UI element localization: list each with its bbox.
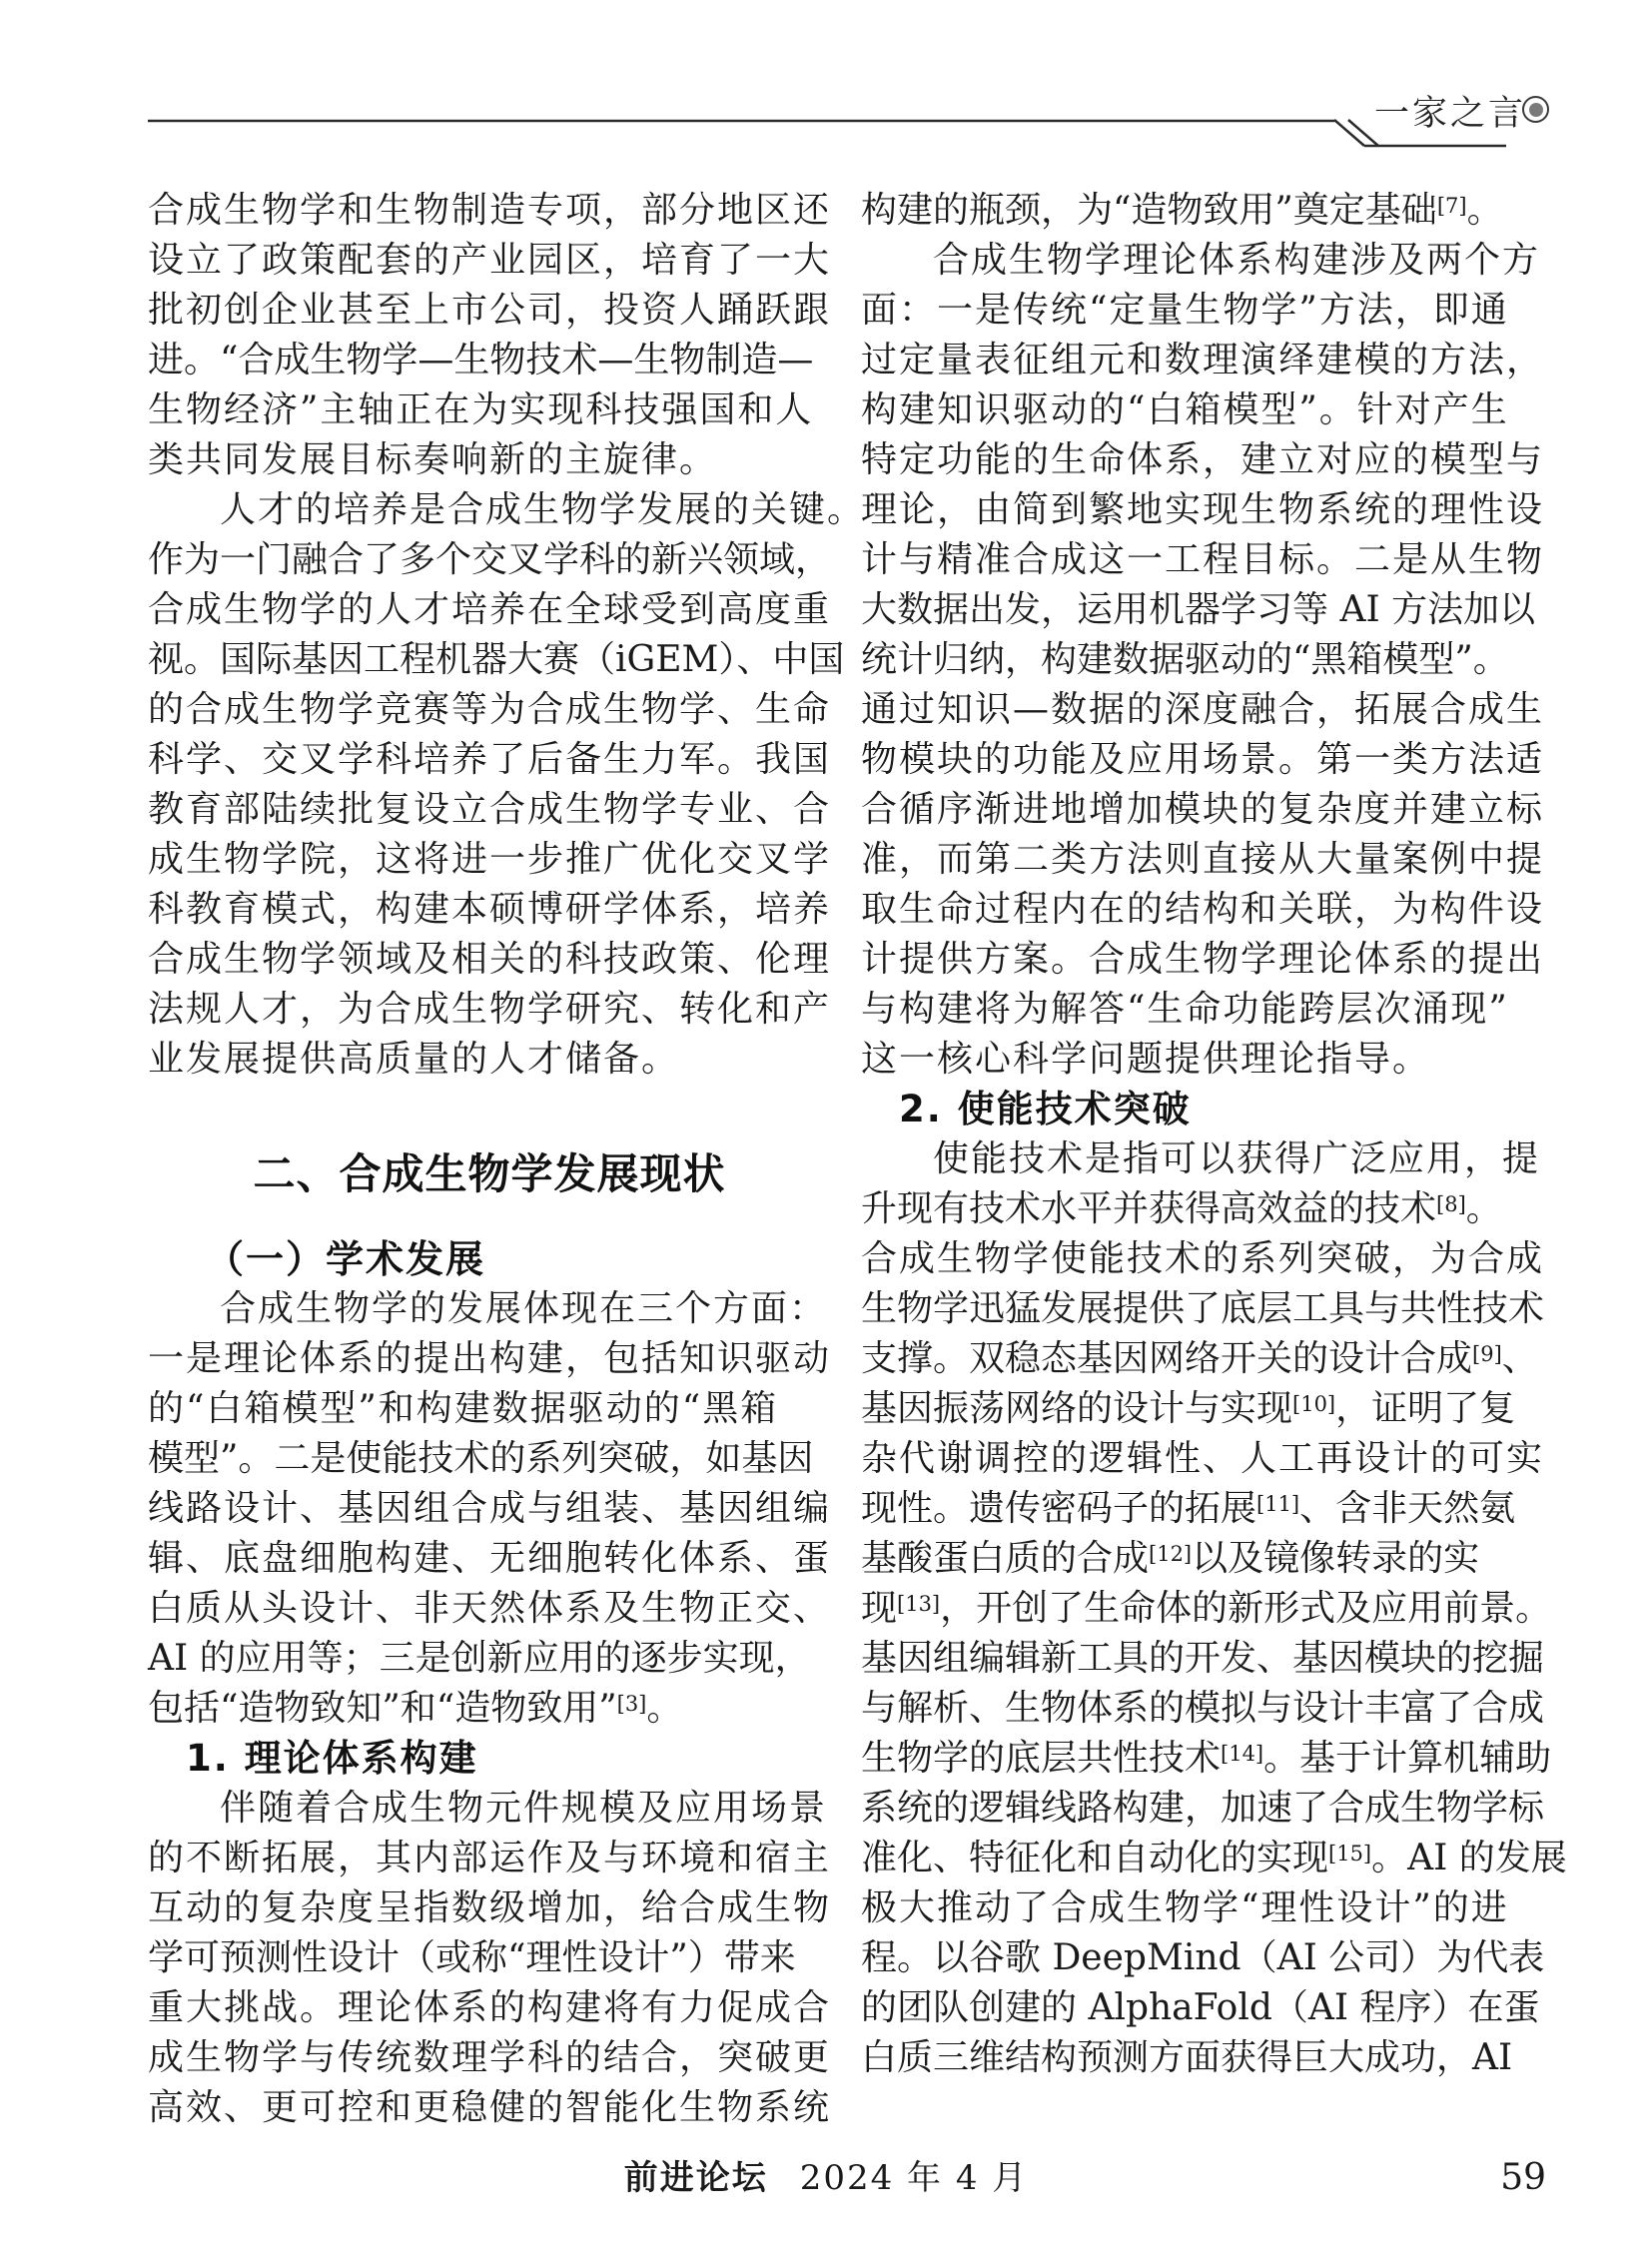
text-line: 准化、特征化和自动化的实现[15]。AI 的发展 bbox=[861, 1838, 1567, 1878]
text-line: AI 的应用等；三是创新应用的逐步实现， bbox=[148, 1638, 811, 1679]
text-line: 杂代谢调控的逻辑性、人工再设计的可实 bbox=[861, 1438, 1545, 1479]
text-line: 设立了政策配套的产业园区，培育了一大 bbox=[148, 240, 832, 281]
text-line: 业发展提供高质量的人才储备。 bbox=[148, 1039, 680, 1080]
text-line: 科学、交叉学科培养了后备生力军。我国 bbox=[148, 739, 832, 780]
text-line: 辑、底盘细胞构建、无细胞转化体系、蛋 bbox=[148, 1538, 832, 1579]
text-line: 程。以谷歌 DeepMind（AI 公司）为代表 bbox=[861, 1937, 1545, 1978]
text-line: 批初创企业甚至上市公司，投资人踊跃跟 bbox=[148, 290, 832, 331]
text-line: 法规人才，为合成生物学研究、转化和产 bbox=[148, 989, 832, 1030]
text-line: 白质从头设计、非天然体系及生物正交、 bbox=[148, 1588, 832, 1629]
section-heading: 二、合成生物学发展现状 bbox=[253, 1149, 726, 1198]
text-line: 通过知识—数据的深度融合，拓展合成生 bbox=[861, 689, 1545, 730]
header-rule bbox=[0, 0, 1652, 170]
text-line: 系统的逻辑线路构建，加速了合成生物学标 bbox=[861, 1788, 1545, 1829]
text-line: 成生物学院，这将进一步推广优化交叉学 bbox=[148, 839, 832, 880]
text-line: 合循序渐进地增加模块的复杂度并建立标 bbox=[861, 789, 1545, 830]
text-line: 过定量表征组元和数理演绎建模的方法， bbox=[861, 340, 1545, 380]
text-line: 成生物学与传统数理学科的结合，突破更 bbox=[148, 2037, 832, 2078]
text-line: 白质三维结构预测方面获得巨大成功，AI bbox=[861, 2037, 1513, 2078]
text-line: 与构建将为解答“生命功能跨层次涌现” bbox=[861, 989, 1509, 1030]
text-line: 合成生物学和生物制造专项，部分地区还 bbox=[148, 190, 832, 231]
text-line: 进。“合成生物学—生物技术—生物制造— bbox=[148, 340, 814, 380]
numbered-subheading: 2. 使能技术突破 bbox=[899, 1088, 1192, 1130]
left-column bbox=[148, 186, 866, 2133]
text-line: 线路设计、基因组合成与组装、基因组编 bbox=[148, 1488, 832, 1529]
text-line: 特定功能的生命体系，建立对应的模型与 bbox=[861, 439, 1545, 480]
journal-name: 前进论坛 bbox=[623, 2158, 768, 2198]
text-line: 伴随着合成生物元件规模及应用场景 bbox=[220, 1788, 828, 1829]
text-line: 面：一是传统“定量生物学”方法，即通 bbox=[861, 290, 1509, 331]
numbered-subheading: 1. 理论体系构建 bbox=[186, 1737, 478, 1780]
text-line: 现[13]，开创了生命体的新形式及应用前景。 bbox=[861, 1588, 1552, 1629]
column-header-label: 一家之言 bbox=[1374, 94, 1527, 134]
text-line: 使能技术是指可以获得广泛应用，提 bbox=[933, 1138, 1541, 1179]
text-line: 模型”。二是使能技术的系列突破，如基因 bbox=[148, 1438, 814, 1479]
right-column bbox=[861, 186, 1567, 2083]
text-line: 互动的复杂度呈指数级增加，给合成生物 bbox=[148, 1887, 832, 1928]
text-line: 合成生物学领域及相关的科技政策、伦理 bbox=[148, 939, 832, 980]
text-line: 的不断拓展，其内部运作及与环境和宿主 bbox=[148, 1838, 832, 1878]
text-line: 升现有技术水平并获得高效益的技术[8]。 bbox=[861, 1188, 1502, 1229]
bullseye-icon bbox=[1522, 96, 1549, 123]
text-line: 合成生物学理论体系构建涉及两个方 bbox=[933, 240, 1541, 281]
text-line: 计提供方案。合成生物学理论体系的提出 bbox=[861, 939, 1545, 980]
text-line: 物模块的功能及应用场景。第一类方法适 bbox=[861, 739, 1545, 780]
text-line: 基因振荡网络的设计与实现[10]，证明了复 bbox=[861, 1388, 1516, 1429]
text-line: 计与精准合成这一工程目标。二是从生物 bbox=[861, 539, 1545, 580]
text-line: 理论，由简到繁地实现生物系统的理性设 bbox=[861, 489, 1545, 530]
text-line: 基因组编辑新工具的开发、基因模块的挖掘 bbox=[861, 1638, 1545, 1679]
text-line: 合成生物学使能技术的系列突破，为合成 bbox=[861, 1238, 1545, 1279]
text-line: 现性。遗传密码子的拓展[11]、含非天然氨 bbox=[861, 1488, 1516, 1529]
issue-date: 2024 年 4 月 bbox=[799, 2158, 1029, 2198]
text-line: 合成生物学的人才培养在全球受到高度重 bbox=[148, 589, 832, 630]
text-line: 大数据出发，运用机器学习等 AI 方法加以 bbox=[861, 589, 1536, 630]
text-line: 生物学迅猛发展提供了底层工具与共性技术 bbox=[861, 1288, 1545, 1329]
text-line: 合成生物学的发展体现在三个方面： bbox=[220, 1288, 828, 1329]
text-line: 学可预测性设计（或称“理性设计”）带来 bbox=[148, 1937, 796, 1978]
page-number: 59 bbox=[1500, 2157, 1546, 2198]
text-line: 支撑。双稳态基因网络开关的设计合成[9]、 bbox=[861, 1338, 1538, 1379]
text-line: 视。国际基因工程机器大赛（iGEM）、中国 bbox=[148, 639, 845, 680]
text-line: 高效、更可控和更稳健的智能化生物系统 bbox=[148, 2087, 832, 2128]
text-line: 的合成生物学竞赛等为合成生物学、生命 bbox=[148, 689, 832, 730]
text-line: 教育部陆续批复设立合成生物学专业、合 bbox=[148, 789, 832, 830]
text-line: 人才的培养是合成生物学发展的关键。 bbox=[220, 489, 866, 530]
text-line: 与解析、生物体系的模拟与设计丰富了合成 bbox=[861, 1688, 1545, 1729]
subsection-heading: （一）学术发展 bbox=[206, 1236, 486, 1281]
page-footer bbox=[0, 2155, 1652, 2201]
text-line: 构建知识驱动的“白箱模型”。针对产生 bbox=[861, 389, 1509, 430]
text-line: 这一核心科学问题提供理论指导。 bbox=[861, 1039, 1431, 1080]
text-line: 构建的瓶颈，为“造物致用”奠定基础[7]。 bbox=[861, 190, 1503, 231]
text-line: 一是理论体系的提出构建，包括知识驱动 bbox=[148, 1338, 832, 1379]
text-line: 生物经济”主轴正在为实现科技强国和人 bbox=[148, 389, 814, 430]
text-line: 包括“造物致知”和“造物致用”[3]。 bbox=[148, 1688, 683, 1729]
text-line: 生物学的底层共性技术[14]。基于计算机辅助 bbox=[861, 1738, 1552, 1779]
text-line: 的“白箱模型”和构建数据驱动的“黑箱 bbox=[148, 1388, 779, 1429]
text-line: 基酸蛋白质的合成[12]以及镜像转录的实 bbox=[861, 1538, 1480, 1579]
text-line: 极大推动了合成生物学“理性设计”的进 bbox=[861, 1887, 1509, 1928]
text-line: 重大挑战。理论体系的构建将有力促成合 bbox=[148, 1987, 832, 2028]
text-line: 准，而第二类方法则直接从大量案例中提 bbox=[861, 839, 1545, 880]
text-line: 科教育模式，构建本硕博研学体系，培养 bbox=[148, 889, 832, 930]
text-line: 作为一门融合了多个交叉学科的新兴领域， bbox=[148, 539, 832, 580]
text-line: 的团队创建的 AlphaFold（AI 程序）在蛋 bbox=[861, 1987, 1540, 2028]
text-line: 取生命过程内在的结构和关联，为构件设 bbox=[861, 889, 1545, 930]
text-line: 统计归纳，构建数据驱动的“黑箱模型”。 bbox=[861, 639, 1509, 680]
text-line: 类共同发展目标奏响新的主旋律。 bbox=[148, 439, 718, 480]
